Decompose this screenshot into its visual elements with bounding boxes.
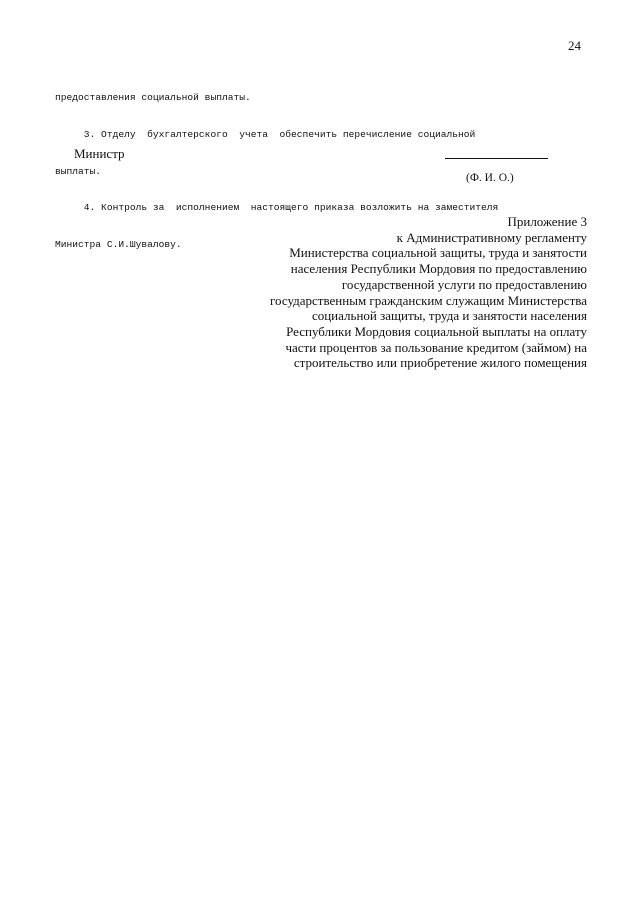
appendix-line: строительство или приобретение жилого помещения	[293, 355, 587, 371]
appendix-title: Приложение 3	[507, 214, 587, 229]
order-text-line: Министра С.И.Шувалову.	[55, 238, 182, 250]
appendix-line: к Административному регламенту	[396, 229, 587, 245]
appendix-line: государственным гражданским служащим Министерства	[270, 292, 587, 308]
appendix-line: социальной защиты, труда и занятости населения	[311, 308, 587, 324]
appendix-line: Республики Мордовия социальной выплаты на оплату	[286, 323, 587, 339]
signer-name-placeholder: (Ф. И. О.)	[466, 172, 514, 184]
order-text-line: выплаты.	[55, 165, 102, 177]
minister-title: Министр	[74, 146, 125, 161]
page-number: 24	[568, 38, 581, 53]
appendix-line: Министерства социальной защиты, труда и занятости	[289, 245, 587, 261]
appendix-line: населения Республики Мордовия по предоставлению	[290, 261, 587, 277]
appendix-header	[227, 214, 587, 371]
order-text-line: предоставления социальной выплаты.	[55, 92, 251, 104]
order-text-line: 3. Отделу бухгалтерского учета обеспечить перечисление социальной	[55, 129, 476, 140]
order-text-line: 4. Контроль за исполнением настоящего приказа возложить на заместителя	[55, 202, 499, 214]
appendix-line: государственной услуги по предоставлению	[341, 276, 587, 292]
signature-line	[445, 158, 548, 159]
appendix-line: части процентов за пользование кредитом (займом) на	[285, 339, 587, 355]
